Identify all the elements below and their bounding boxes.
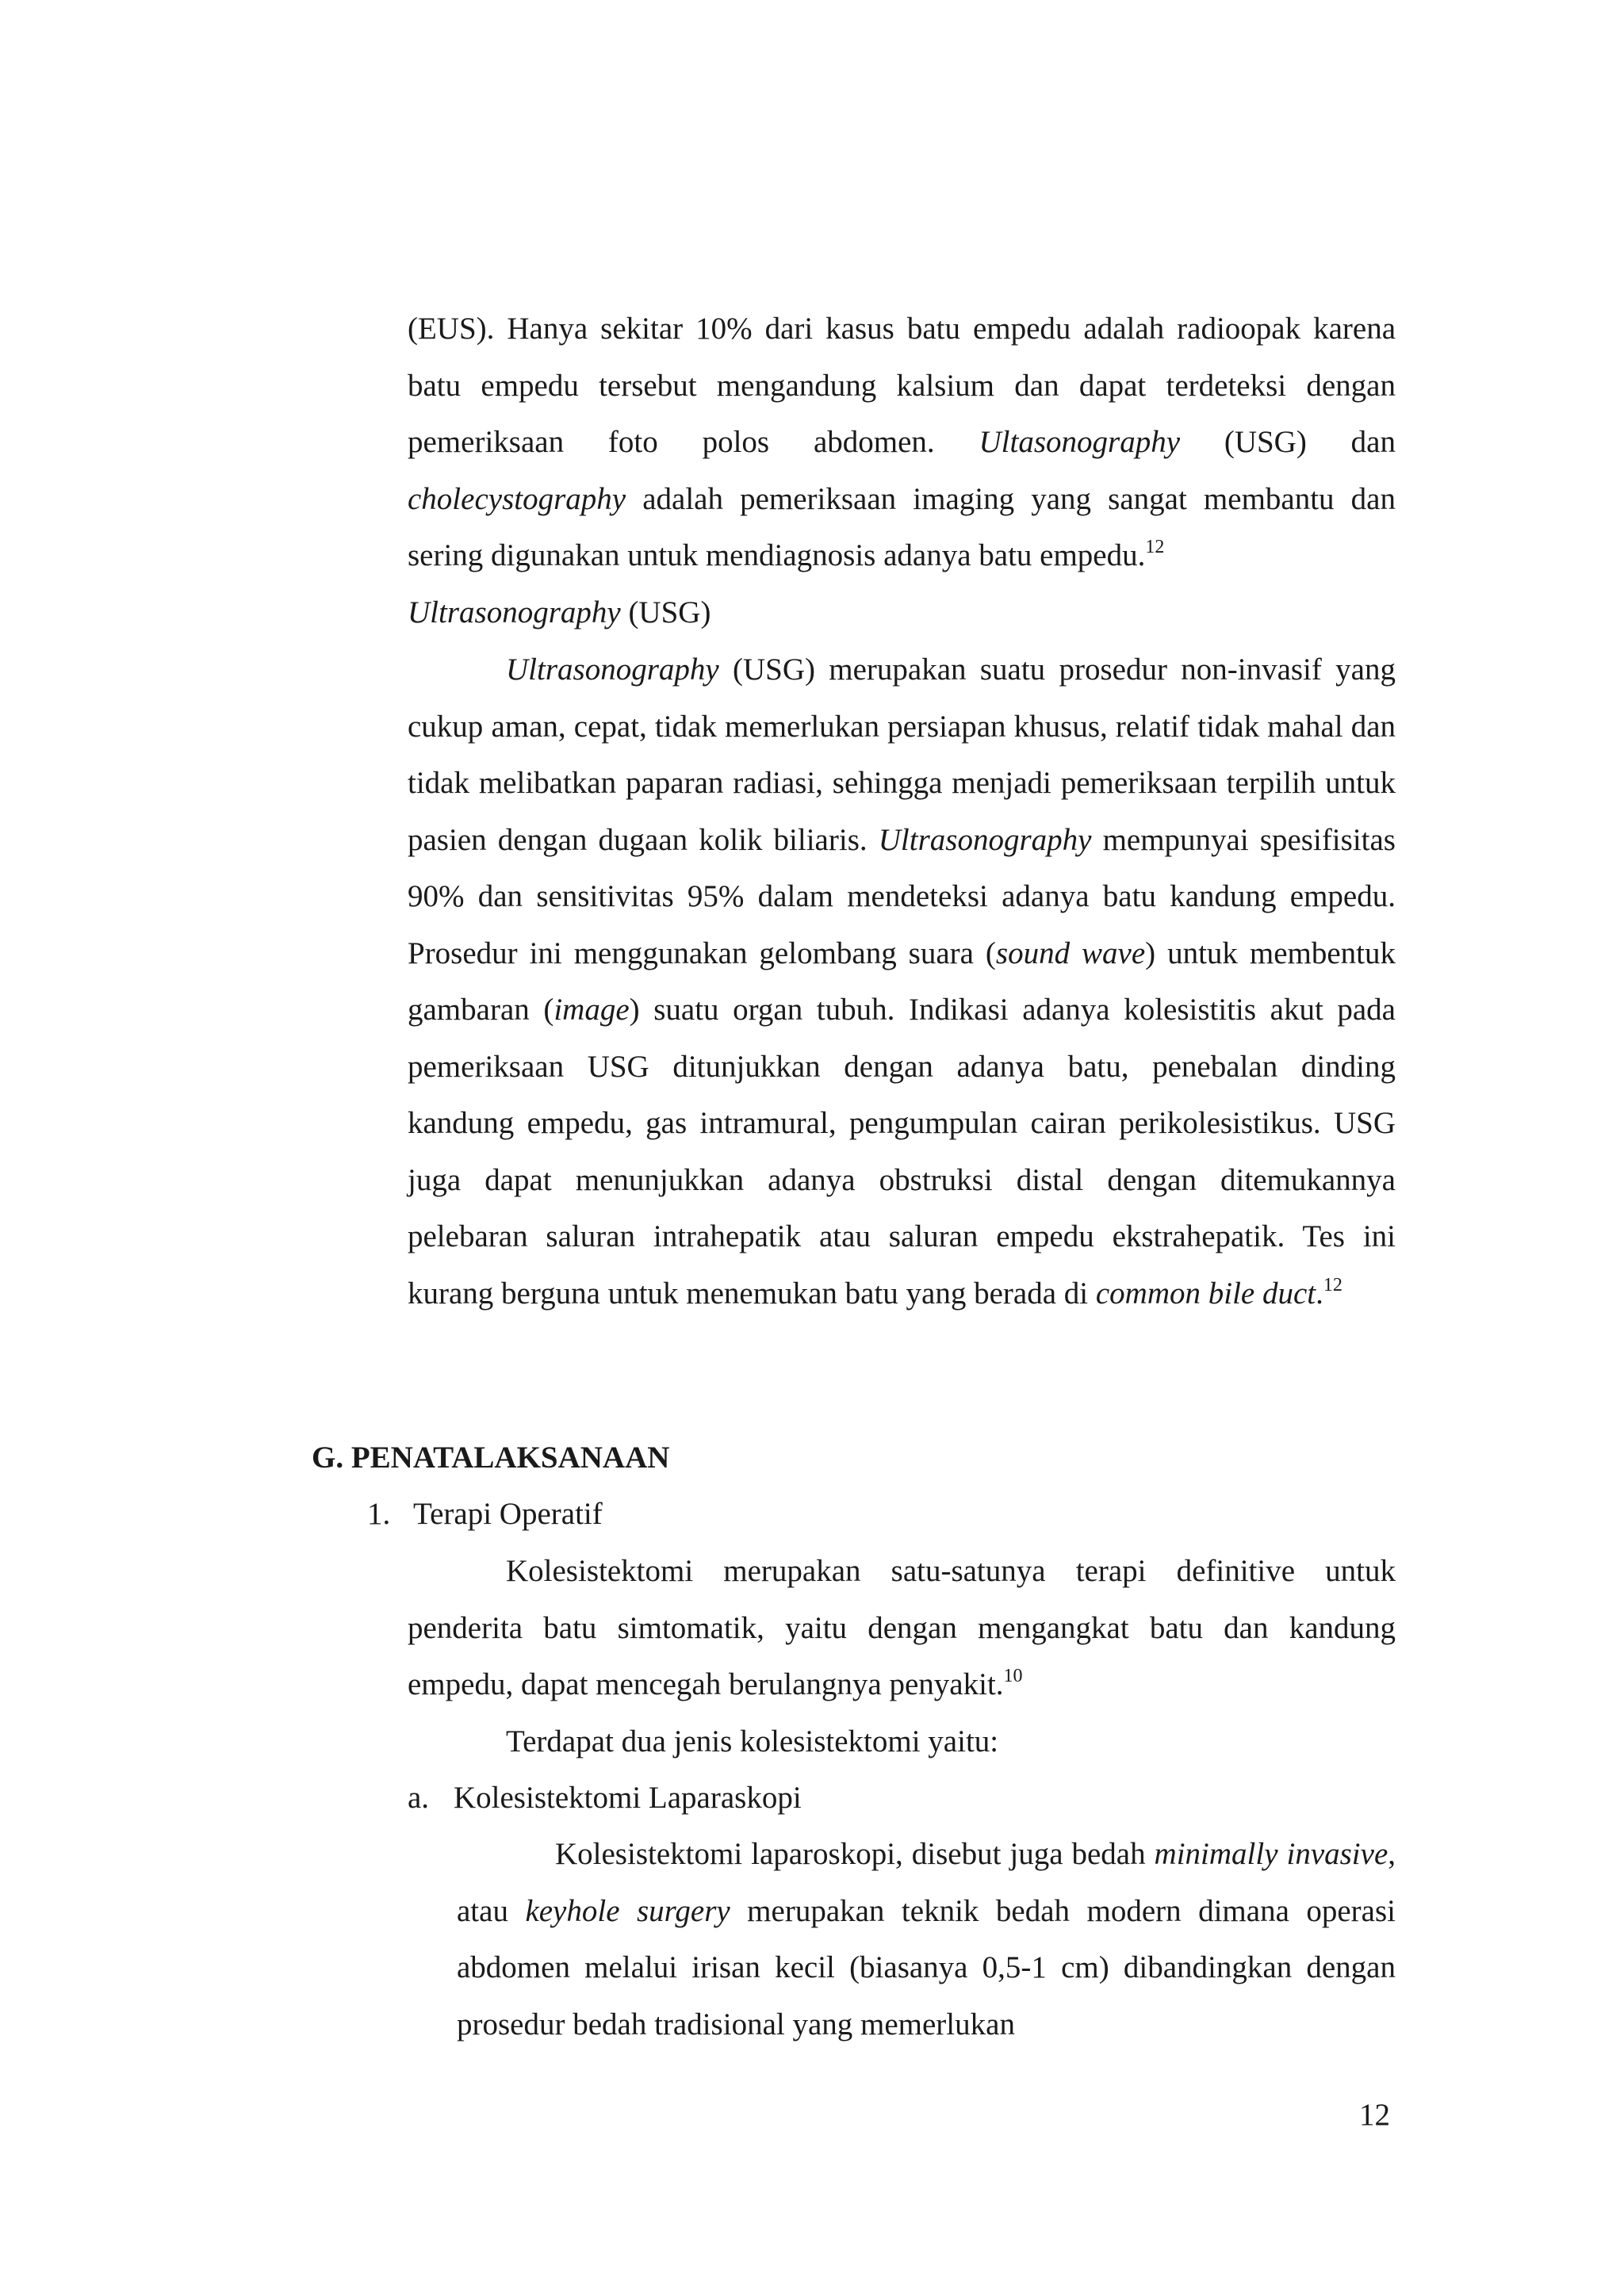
list-item-laparaskopi: a. Kolesistektomi Laparaskopi bbox=[408, 1781, 802, 1815]
paragraph-kolesistektomi: Kolesistektomi merupakan satu-satunya terapi definitive untuk penderita batu simtomatik, yaitu dengan mengangkat batu dan kandung empedu, dapat mencegah berulangnya penyakit.$^{10}$ Terdapat dua jenis kolesistektomi yaitu: bbox=[408, 1554, 1396, 1758]
page-number: 12 bbox=[1359, 2098, 1390, 2132]
subheading-usg: Ultrasonography (USG) bbox=[408, 595, 711, 629]
paragraph-intro: (EUS). Hanya sekitar 10% dari kasus batu empedu adalah radioopak karena batu empedu tersebut mengandung kalsium dan dapat terdeteksi dengan pemeriksaan foto polos abdomen. Ultasonography (USG) dan cholecystography adalah pemeriksaan imaging yang sangat membantu dan sering digunakan untuk mendiagnosis adanya batu empedu.$^{12}$ bbox=[408, 312, 1396, 572]
paragraph-usg: Ultrasonography (USG) merupakan suatu prosedur non-invasif yang cukup aman, cepat, tidak memerlukan persiapan khusus, relatif tidak mahal dan tidak melibatkan paparan radiasi, sehingga menjadi pemeriksaan terpilih untuk pasien dengan dugaan kolik biliaris. Ultrasonography mempunyai spesifisitas 90% dan sensitivitas 95% dalam mendeteksi adanya batu kandung empedu. Prosedur ini menggunakan gelombang suara (sound wave) untuk membentuk gambaran (image) suatu organ tubuh. Indikasi adanya kolesistitis akut pada pemeriksaan USG ditunjukkan dengan adanya batu, penebalan dinding kandung empedu, gas intramural, pengumpulan cairan perikolesistikus. USG juga dapat menunjukkan adanya obstruksi distal dengan ditemukannya pelebaran saluran intrahepatik atau saluran empedu ekstrahepatik. Tes ini kurang berguna untuk menemukan batu yang berada di common bile duct.$^{12}$ bbox=[408, 652, 1396, 1311]
footnote-ref: 12 bbox=[1323, 1274, 1342, 1295]
footnote-ref: 10 bbox=[1003, 1666, 1023, 1686]
list-item-terapi-operatif: 1. Terapi Operatif bbox=[367, 1497, 603, 1531]
footnote-ref: 12 bbox=[1145, 537, 1165, 557]
paragraph-laparoskopi: Kolesistektomi laparoskopi, disebut juga bedah minimally invasive, atau keyhole surgery merupakan teknik bedah modern dimana operasi abdomen melalui irisan kecil (biasanya 0,5-1 cm) dibandingkan dengan prosedur bedah tradisional yang memerlukan bbox=[457, 1837, 1396, 2042]
section-heading: G. PENATALAKSANAAN bbox=[312, 1441, 670, 1475]
